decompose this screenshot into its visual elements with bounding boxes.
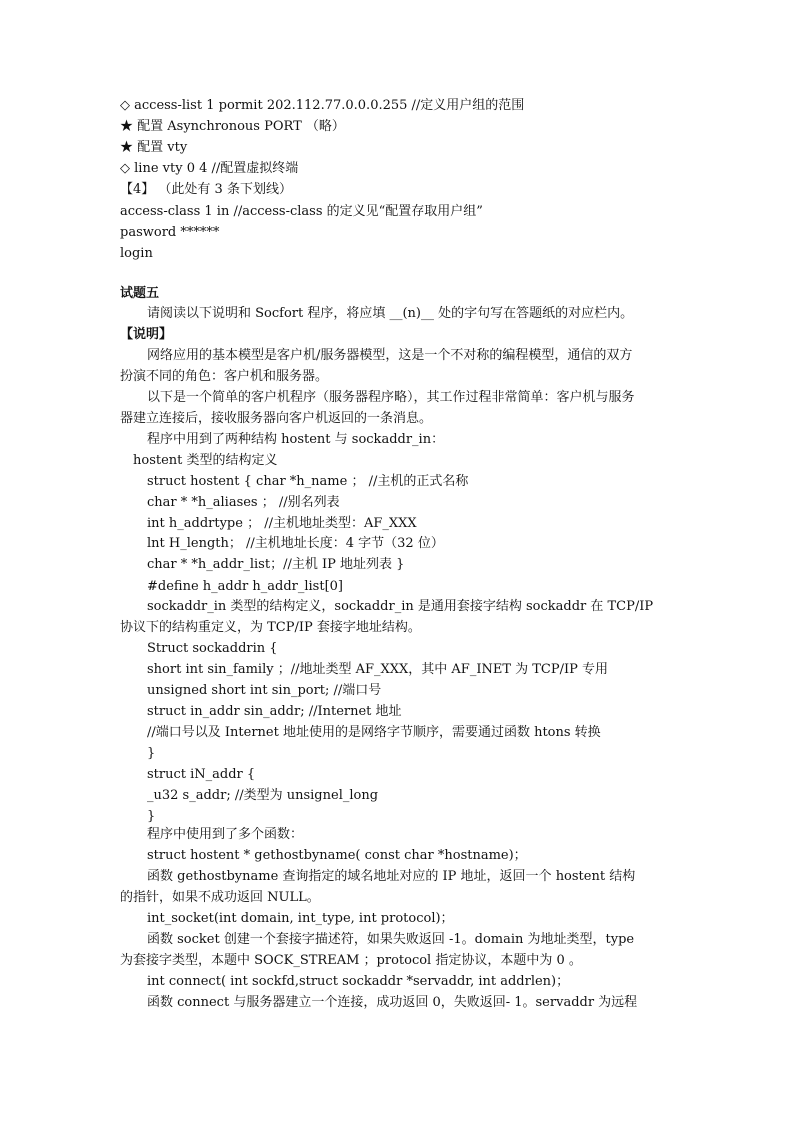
text-line: 扮演不同的角色：客户机和服务器。 bbox=[120, 369, 329, 384]
code-line: int connect( int sockfd,struct sockaddr *servaddr, int addrlen)； bbox=[147, 974, 570, 989]
code-line: lnt H_length； //主机地址长度：4 字节（32 位） bbox=[147, 536, 444, 551]
text-line: hostent 类型的结构定义 bbox=[133, 453, 278, 468]
text-line: 网络应用的基本模型是客户机/服务器模型，这是一个不对称的编程模型，通信的双方 bbox=[147, 348, 633, 363]
text-line: 【4】 （此处有 3 条下划线） bbox=[120, 182, 292, 197]
code-line: } bbox=[147, 809, 156, 824]
text-line: 为套接字类型，本题中 SOCK_STREAM ；protocol 指定协议，本题中为 0 。 bbox=[120, 953, 582, 968]
subsection-heading: 【说明】 bbox=[120, 327, 173, 342]
code-line: short int sin_family ；//地址类型 AF_XXX，其中 AF_INET 为 TCP/IP 专用 bbox=[147, 662, 609, 677]
text-line: 请阅读以下说明和 Socfort 程序，将应填 __(n)__ 处的字句写在答题纸的对应栏内。 bbox=[147, 306, 634, 321]
text-line: 器建立连接后，接收服务器向客户机返回的一条消息。 bbox=[120, 411, 433, 426]
code-line: Struct sockaddrin { bbox=[147, 641, 278, 656]
text-line: 的指针，如果不成功返回 NULL。 bbox=[120, 890, 320, 905]
code-line: struct in_addr sin_addr; //Internet 地址 bbox=[147, 704, 402, 719]
code-line: #define h_addr h_addr_list[0] bbox=[147, 579, 343, 594]
text-line: ★ 配置 vty bbox=[120, 140, 188, 155]
code-line: //端口号以及 Internet 地址使用的是网络字节顺序，需要通过函数 htons 转换 bbox=[147, 725, 601, 740]
text-line: 函数 socket 创建一个套接字描述符，如果失败返回 -1。domain 为地址类型，type bbox=[147, 932, 635, 947]
text-line: 以下是一个简单的客户机程序（服务器程序略），其工作过程非常简单：客户机与服务 bbox=[147, 390, 635, 405]
code-line: unsigned short int sin_port; //端口号 bbox=[147, 683, 382, 698]
code-line: int_socket(int domain, int_type, int protocol)； bbox=[147, 911, 454, 926]
text-line: sockaddr_in 类型的结构定义，sockaddr_in 是通用套接字结构 sockaddr 在 TCP/IP bbox=[147, 599, 654, 614]
code-line: struct hostent * gethostbyname( const char *hostname)； bbox=[147, 848, 527, 863]
code-line: } bbox=[147, 746, 156, 761]
code-line: struct hostent { char *h_name ； //主机的正式名称 bbox=[147, 474, 469, 489]
text-line: pasword ****** bbox=[120, 225, 220, 240]
text-line: 协议下的结构重定义，为 TCP/IP 套接字地址结构。 bbox=[120, 620, 421, 635]
code-line: _u32 s_addr; //类型为 unsignel_long bbox=[147, 788, 379, 803]
code-line: struct iN_addr { bbox=[147, 767, 256, 782]
code-line: int h_addrtype ； //主机地址类型：AF_XXX bbox=[147, 516, 417, 531]
text-line: login bbox=[120, 246, 153, 261]
code-line: char * *h_addr_list；//主机 IP 地址列表 } bbox=[147, 557, 405, 572]
section-heading: 试题五 bbox=[120, 286, 160, 301]
text-line: access-class 1 in //access-class 的定义见“配置存取用户组” bbox=[120, 204, 483, 219]
text-line: 函数 gethostbyname 查询指定的域名地址对应的 IP 地址，返回一个 hostent 结构 bbox=[147, 869, 636, 884]
text-line: 程序中使用到了多个函数： bbox=[147, 827, 304, 842]
text-line: ◇ line vty 0 4 //配置虚拟终端 bbox=[120, 161, 299, 176]
text-line: ★ 配置 Asynchronous PORT （略） bbox=[120, 119, 345, 134]
text-line: 函数 connect 与服务器建立一个连接，成功返回 0，失败返回- 1。servaddr 为远程 bbox=[147, 995, 638, 1010]
text-line: 程序中用到了两种结构 hostent 与 sockaddr_in： bbox=[147, 432, 445, 447]
code-line: char * *h_aliases ； //别名列表 bbox=[147, 495, 340, 510]
text-line: ◇ access-list 1 pormit 202.112.77.0.0.0.255 //定义用户组的范围 bbox=[120, 98, 525, 113]
